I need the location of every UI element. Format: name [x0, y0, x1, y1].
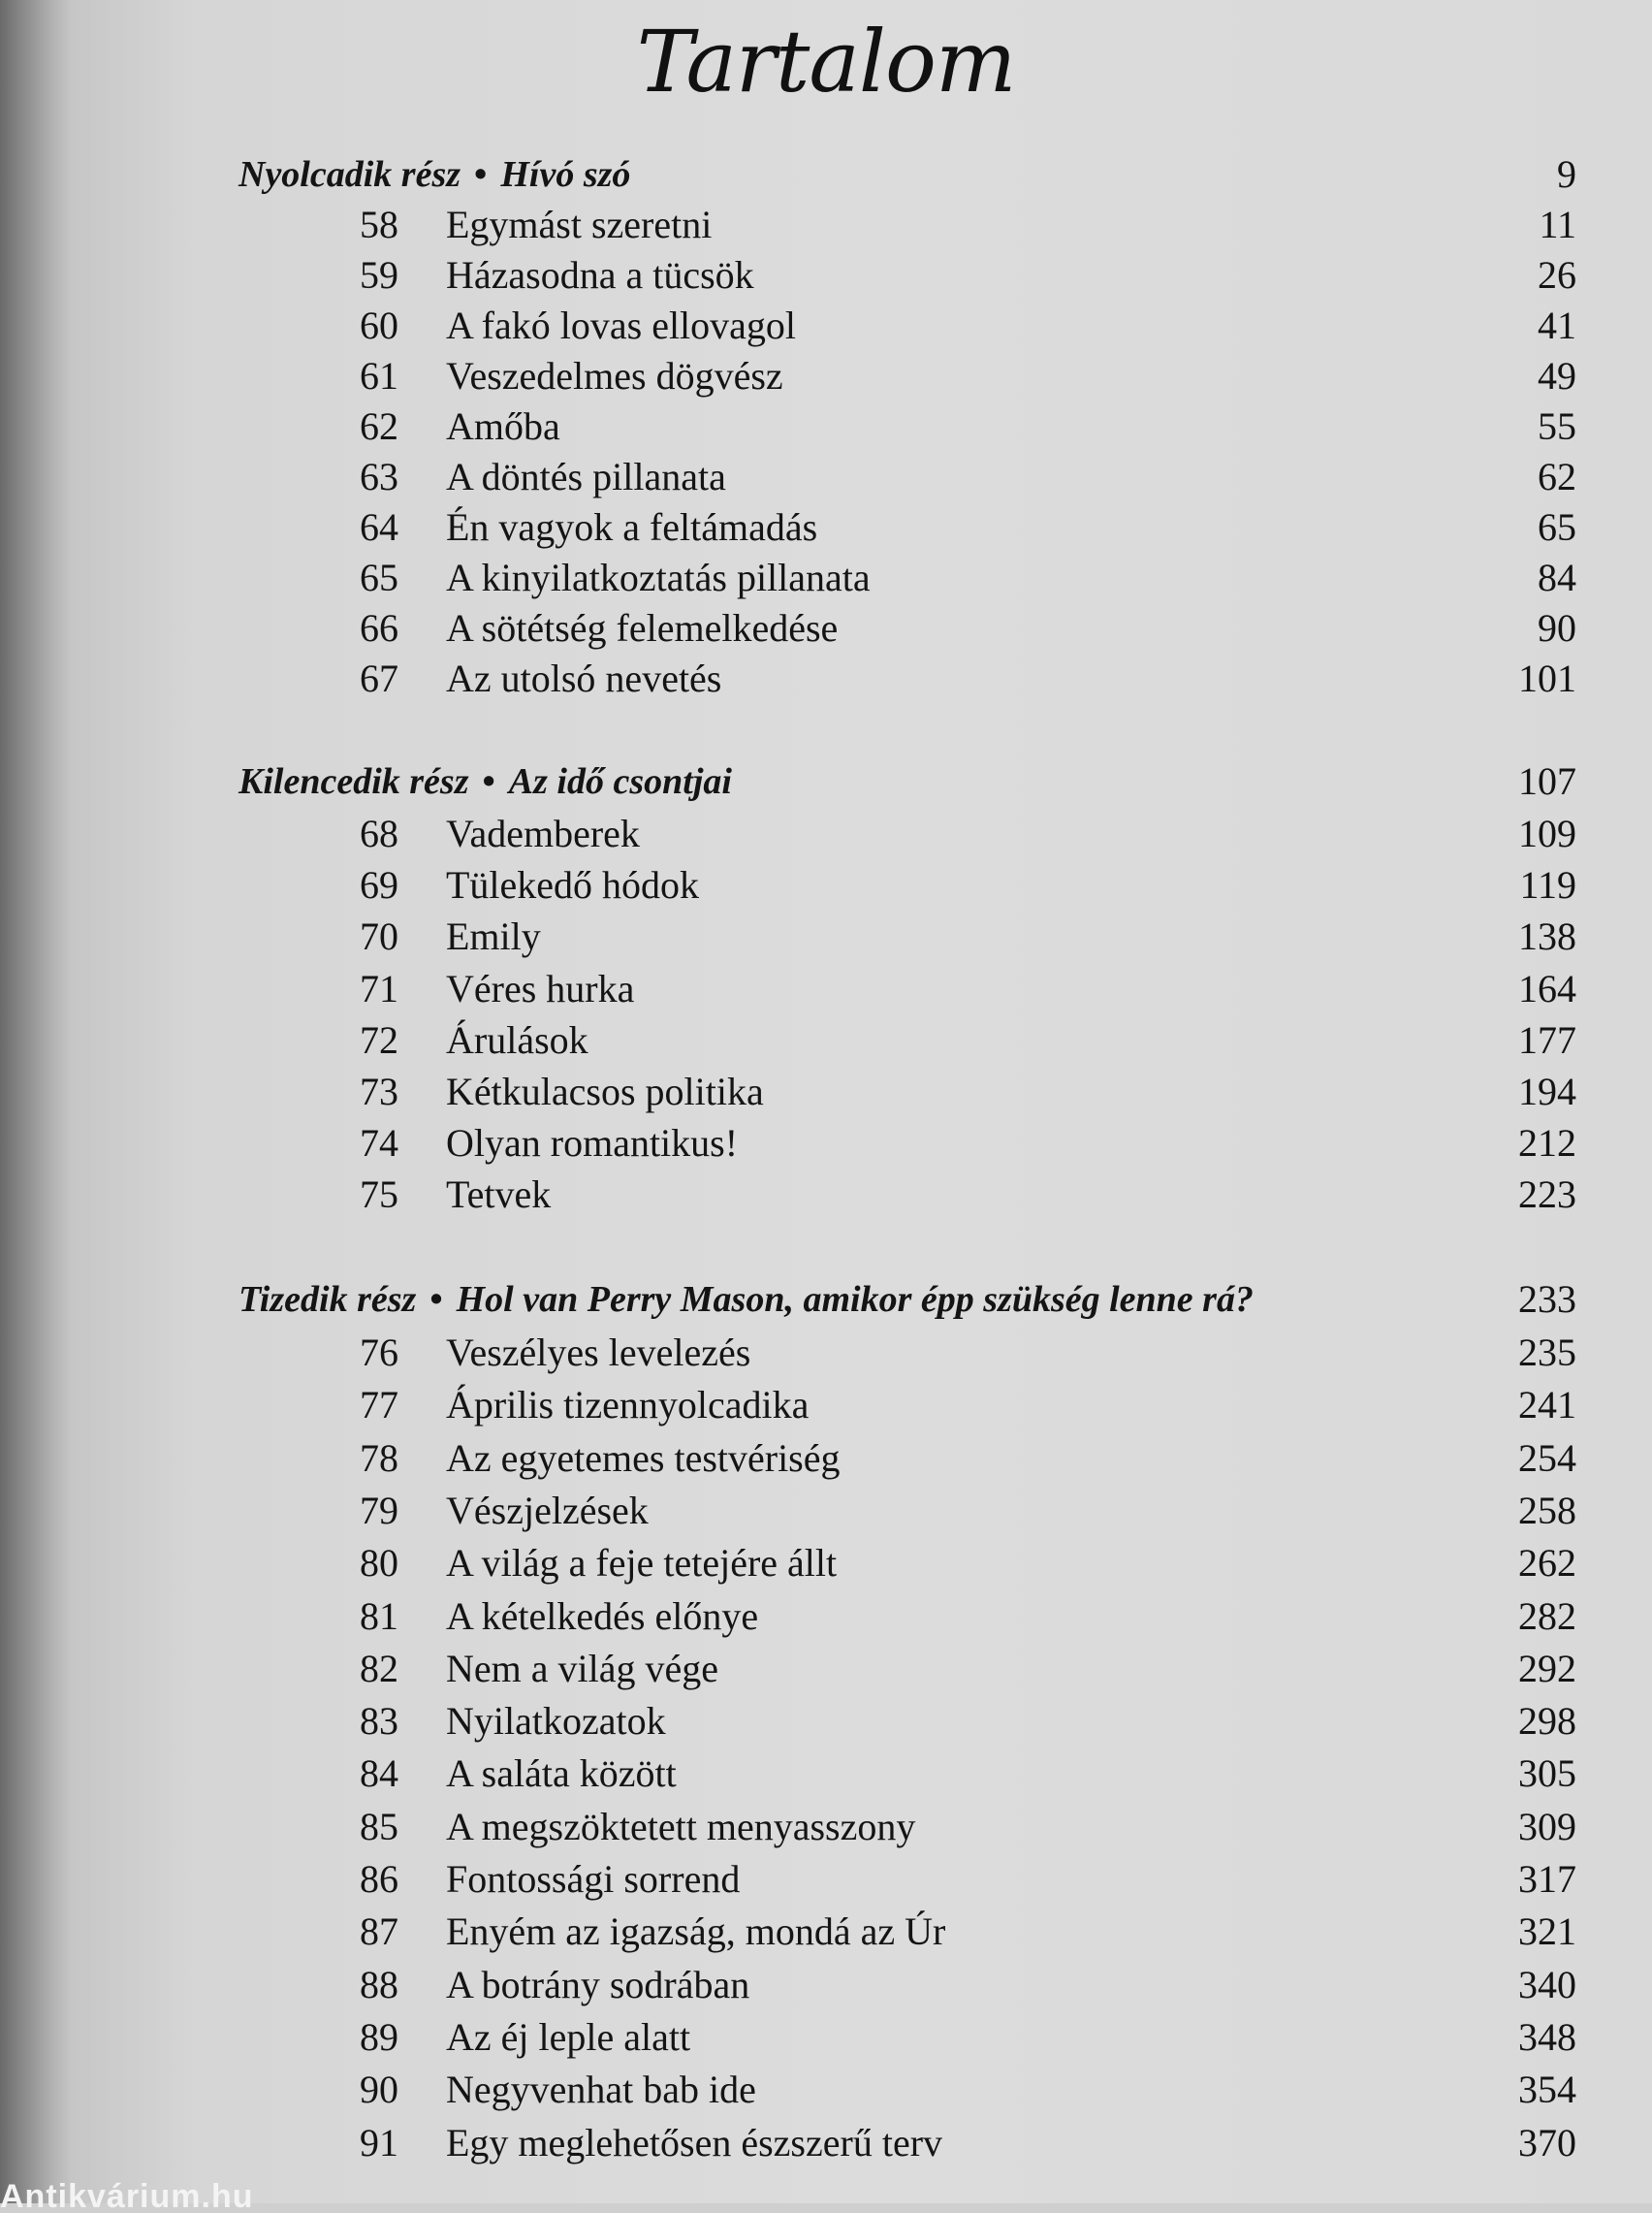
chapter-page-number: 354 [1518, 2068, 1576, 2112]
toc-entry [238, 1118, 1576, 1169]
toc-entry [238, 1433, 1576, 1484]
section-heading [238, 149, 1576, 200]
chapter-number: 61 [360, 354, 398, 398]
chapter-page-number: 164 [1518, 966, 1576, 1010]
toc-entry [238, 1591, 1576, 1642]
toc-entry [238, 1538, 1576, 1588]
chapter-title: Nem a világ vége [446, 1646, 718, 1690]
chapter-title: Veszedelmes dögvész [446, 354, 783, 398]
chapter-title: Vademberek [446, 812, 640, 855]
chapter-number: 77 [360, 1383, 398, 1427]
section-part: Tizedik rész [238, 1279, 417, 1320]
chapter-title: Amőba [446, 404, 560, 448]
chapter-title: A megszöktetett menyasszony [446, 1804, 916, 1848]
section-page-number: 233 [1518, 1277, 1576, 1321]
chapter-title: A világ a feje tetejére állt [446, 1541, 838, 1586]
chapter-page-number: 235 [1518, 1331, 1576, 1374]
chapter-number: 82 [360, 1646, 398, 1690]
toc-entry [238, 1802, 1576, 1852]
chapter-page-number: 321 [1518, 1909, 1576, 1954]
chapter-page-number: 262 [1518, 1541, 1576, 1586]
section-page-number: 9 [1557, 152, 1576, 196]
chapter-page-number: 84 [1538, 556, 1576, 599]
chapter-page-number: 317 [1518, 1857, 1576, 1901]
chapter-number: 65 [360, 556, 398, 599]
chapter-page-number: 119 [1519, 863, 1576, 908]
chapter-title: Árulások [446, 1017, 588, 1062]
chapter-title: Fontossági sorrend [446, 1857, 741, 1901]
chapter-number: 91 [360, 2120, 398, 2165]
chapter-number: 86 [360, 1857, 398, 1901]
chapter-number: 90 [360, 2068, 398, 2112]
chapter-title: Április tizennyolcadika [446, 1383, 810, 1427]
section-name: Hol van Perry Mason, amikor épp szükség lenne rá? [456, 1279, 1254, 1320]
chapter-page-number: 223 [1518, 1172, 1576, 1217]
chapter-title: Negyvenhat bab ide [446, 2068, 756, 2112]
chapter-number: 59 [360, 253, 398, 297]
chapter-page-number: 254 [1518, 1435, 1576, 1480]
section-page-number: 107 [1518, 759, 1576, 803]
toc-entry [238, 401, 1576, 452]
toc-entry [238, 1907, 1576, 1957]
toc-entry [238, 1170, 1576, 1220]
chapter-page-number: 177 [1518, 1017, 1576, 1062]
toc-entry [238, 2065, 1576, 2115]
chapter-number: 89 [360, 2014, 398, 2059]
toc-entry [238, 351, 1576, 401]
toc-entry [238, 1067, 1576, 1117]
chapter-page-number: 258 [1518, 1488, 1576, 1532]
chapter-page-number: 55 [1538, 404, 1576, 448]
page-title: Tartalom [636, 12, 1016, 112]
chapter-number: 69 [360, 863, 398, 908]
chapter-page-number: 348 [1518, 2014, 1576, 2059]
chapter-number: 76 [360, 1331, 398, 1374]
chapter-title: Enyém az igazság, mondá az Úr [446, 1909, 946, 1954]
chapter-title: A sötétség felemelkedése [446, 606, 839, 650]
section-name: Hívó szó [500, 154, 631, 195]
section-name: Az idő csontjai [508, 761, 732, 802]
chapter-number: 67 [360, 657, 398, 700]
toc-entry [238, 654, 1576, 704]
chapter-page-number: 305 [1518, 1751, 1576, 1796]
chapter-title: Emily [446, 914, 541, 959]
chapter-number: 70 [360, 914, 398, 959]
chapter-number: 84 [360, 1751, 398, 1796]
chapter-page-number: 41 [1538, 304, 1576, 347]
toc-entry [238, 1380, 1576, 1430]
toc-entry [238, 809, 1576, 859]
chapter-title: Kétkulacsos politika [446, 1070, 764, 1113]
chapter-number: 83 [360, 1699, 398, 1744]
chapter-title: A botrány sodrában [446, 1962, 750, 2006]
toc-entry [238, 1696, 1576, 1747]
chapter-title: A fakó lovas ellovagol [446, 304, 797, 347]
chapter-number: 63 [360, 455, 398, 498]
chapter-title: Nyilatkozatok [446, 1699, 666, 1744]
chapter-title: Az utolsó nevetés [446, 657, 722, 700]
chapter-number: 87 [360, 1909, 398, 1954]
watermark: Antikvárium.hu [0, 2180, 254, 2213]
toc-entry [238, 603, 1576, 654]
toc-entry [238, 1486, 1576, 1536]
chapter-page-number: 298 [1518, 1699, 1576, 1744]
section-heading [238, 756, 1576, 807]
section-heading [238, 1274, 1576, 1325]
toc-entry [238, 860, 1576, 911]
chapter-number: 62 [360, 404, 398, 448]
chapter-title: Veszélyes levelezés [446, 1331, 751, 1374]
section-part: Nyolcadik rész [238, 154, 461, 195]
chapter-page-number: 292 [1518, 1646, 1576, 1690]
bullet-separator: • [429, 1279, 443, 1320]
toc-entry [238, 1854, 1576, 1905]
chapter-page-number: 49 [1538, 354, 1576, 398]
chapter-number: 74 [360, 1121, 398, 1166]
chapter-title: A döntés pillanata [446, 455, 726, 498]
toc-entry [238, 2118, 1576, 2168]
chapter-number: 81 [360, 1593, 398, 1638]
chapter-page-number: 309 [1518, 1804, 1576, 1848]
toc-entry [238, 1644, 1576, 1694]
chapter-title: Házasodna a tücsök [446, 253, 754, 297]
chapter-number: 58 [360, 203, 398, 246]
toc-entry [238, 1960, 1576, 2010]
chapter-page-number: 282 [1518, 1593, 1576, 1638]
chapter-number: 71 [360, 966, 398, 1010]
chapter-number: 78 [360, 1435, 398, 1480]
chapter-page-number: 370 [1518, 2120, 1576, 2165]
chapter-page-number: 194 [1518, 1070, 1576, 1113]
book-spine [0, 0, 70, 2203]
chapter-title: Tülekedő hódok [446, 863, 700, 908]
chapter-number: 73 [360, 1070, 398, 1113]
bullet-separator: • [474, 154, 488, 195]
toc-entry [238, 250, 1576, 301]
toc-entry [238, 912, 1576, 962]
chapter-title: Egy meglehetősen észszerű terv [446, 2120, 943, 2165]
chapter-page-number: 90 [1538, 606, 1576, 650]
chapter-number: 88 [360, 1962, 398, 2006]
chapter-page-number: 101 [1518, 657, 1576, 700]
chapter-title: A saláta között [446, 1751, 677, 1796]
toc-entry [238, 200, 1576, 250]
chapter-number: 85 [360, 1804, 398, 1848]
chapter-number: 75 [360, 1172, 398, 1217]
chapter-title: Véres hurka [446, 966, 635, 1010]
chapter-title: Olyan romantikus! [446, 1121, 739, 1166]
chapter-page-number: 26 [1538, 253, 1576, 297]
chapter-page-number: 11 [1539, 203, 1576, 246]
toc-entry [238, 1015, 1576, 1066]
chapter-number: 79 [360, 1488, 398, 1532]
chapter-page-number: 340 [1518, 1962, 1576, 2006]
chapter-page-number: 241 [1518, 1383, 1576, 1427]
chapter-number: 60 [360, 304, 398, 347]
chapter-title: Az éj leple alatt [446, 2014, 691, 2059]
bullet-separator: • [482, 761, 495, 802]
chapter-title: Az egyetemes testvériség [446, 1435, 841, 1480]
chapter-title: A kinyilatkoztatás pillanata [446, 556, 871, 599]
toc-entry [238, 1748, 1576, 1799]
chapter-title: Vészjelzések [446, 1488, 649, 1532]
chapter-number: 80 [360, 1541, 398, 1586]
chapter-page-number: 65 [1538, 505, 1576, 549]
chapter-page-number: 212 [1518, 1121, 1576, 1166]
toc-entry [238, 1328, 1576, 1378]
chapter-title: Én vagyok a feltámadás [446, 505, 818, 549]
toc-entry [238, 2012, 1576, 2063]
toc-entry [238, 502, 1576, 553]
toc-entry [238, 301, 1576, 351]
chapter-number: 72 [360, 1017, 398, 1062]
toc-entry [238, 553, 1576, 603]
chapter-page-number: 62 [1538, 455, 1576, 498]
toc-entry [238, 964, 1576, 1014]
chapter-page-number: 138 [1518, 914, 1576, 959]
chapter-title: Tetvek [446, 1172, 552, 1217]
chapter-number: 68 [360, 812, 398, 855]
chapter-number: 64 [360, 505, 398, 549]
section-part: Kilencedik rész [238, 761, 469, 802]
chapter-page-number: 109 [1518, 812, 1576, 855]
toc-entry [238, 452, 1576, 502]
chapter-title: Egymást szeretni [446, 203, 713, 246]
chapter-number: 66 [360, 606, 398, 650]
chapter-title: A kételkedés előnye [446, 1593, 759, 1638]
